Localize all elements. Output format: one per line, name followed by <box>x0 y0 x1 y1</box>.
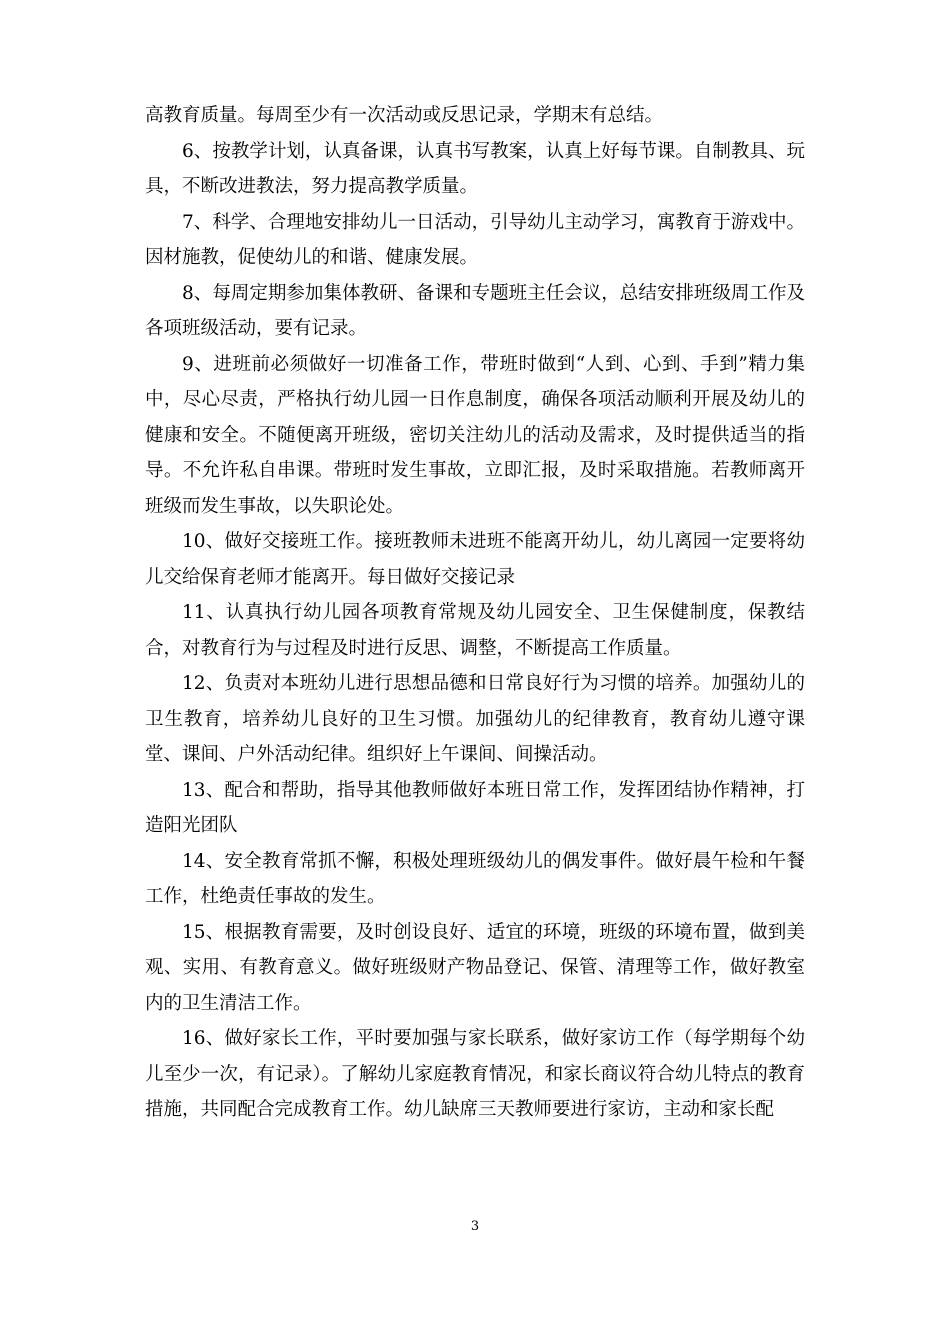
page-number: 3 <box>470 1219 480 1234</box>
paragraph-item-6: 6、按教学计划，认真备课，认真书写教案，认真上好每节课。自制教具、玩具，不断改进教法，努力提高教学质量。 <box>145 140 805 197</box>
paragraph-item-12: 12、负责对本班幼儿进行思想品德和日常良好行为习惯的培养。加强幼儿的卫生教育，培养幼儿良好的卫生习惯。加强幼儿的纪律教育，教育幼儿遵守课堂、课间、户外活动纪律。组织好上午课间、间操活动。 <box>145 673 805 765</box>
paragraph-item-7: 7、科学、合理地安排幼儿一日活动，引导幼儿主动学习，寓教育于游戏中。因材施教，促使幼儿的和谐、健康发展。 <box>145 211 805 268</box>
paragraph-item-14: 14、安全教育常抓不懈，积极处理班级幼儿的偶发事件。做好晨午检和午餐工作，杜绝责任事故的发生。 <box>145 850 805 907</box>
paragraph-item-11: 11、认真执行幼儿园各项教育常规及幼儿园安全、卫生保健制度，保教结合，对教育行为与过程及时进行反思、调整，不断提高工作质量。 <box>145 602 805 659</box>
document-body <box>145 98 805 1128</box>
paragraph-item-8: 8、每周定期参加集体教研、备课和专题班主任会议，总结安排班级周工作及各项班级活动，要有记录。 <box>145 282 805 339</box>
paragraph-item-15: 15、根据教育需要，及时创设良好、适宜的环境，班级的环境布置，做到美观、实用、有教育意义。做好班级财产物品登记、保管、清理等工作，做好教室内的卫生清洁工作。 <box>145 921 805 1014</box>
paragraph-item-10: 10、做好交接班工作。接班教师未进班不能离开幼儿，幼儿离园一定要将幼儿交给保育老师才能离开。每日做好交接记录 <box>145 531 805 588</box>
paragraph-item-16: 16、做好家长工作，平时要加强与家长联系，做好家访工作（每学期每个幼儿至少一次，有记录）。了解幼儿家庭教育情况，和家长商议符合幼儿特点的教育措施，共同配合完成教育工作。幼儿缺席三天教师要进行家访，主动和家长配 <box>145 1028 805 1120</box>
paragraph-item-9: 9、进班前必须做好一切准备工作，带班时做到“人到、心到、手到”精力集中，尽心尽责，严格执行幼儿园一日作息制度，确保各项活动顺利开展及幼儿的健康和安全。不随便离开班级，密切关注幼儿的活动及需求，及时提供适当的指导。不允许私自串课。带班时发生事故，立即汇报，及时采取措施。若教师离开班级而发生事故，以失职论处。 <box>145 353 805 517</box>
paragraph-continuation: 高教育质量。每周至少有一次活动或反思记录，学期末有总结。 <box>145 105 664 126</box>
paragraph-item-13: 13、配合和帮助，指导其他教师做好本班日常工作，发挥团结协作精神，打造阳光团队 <box>145 779 805 836</box>
